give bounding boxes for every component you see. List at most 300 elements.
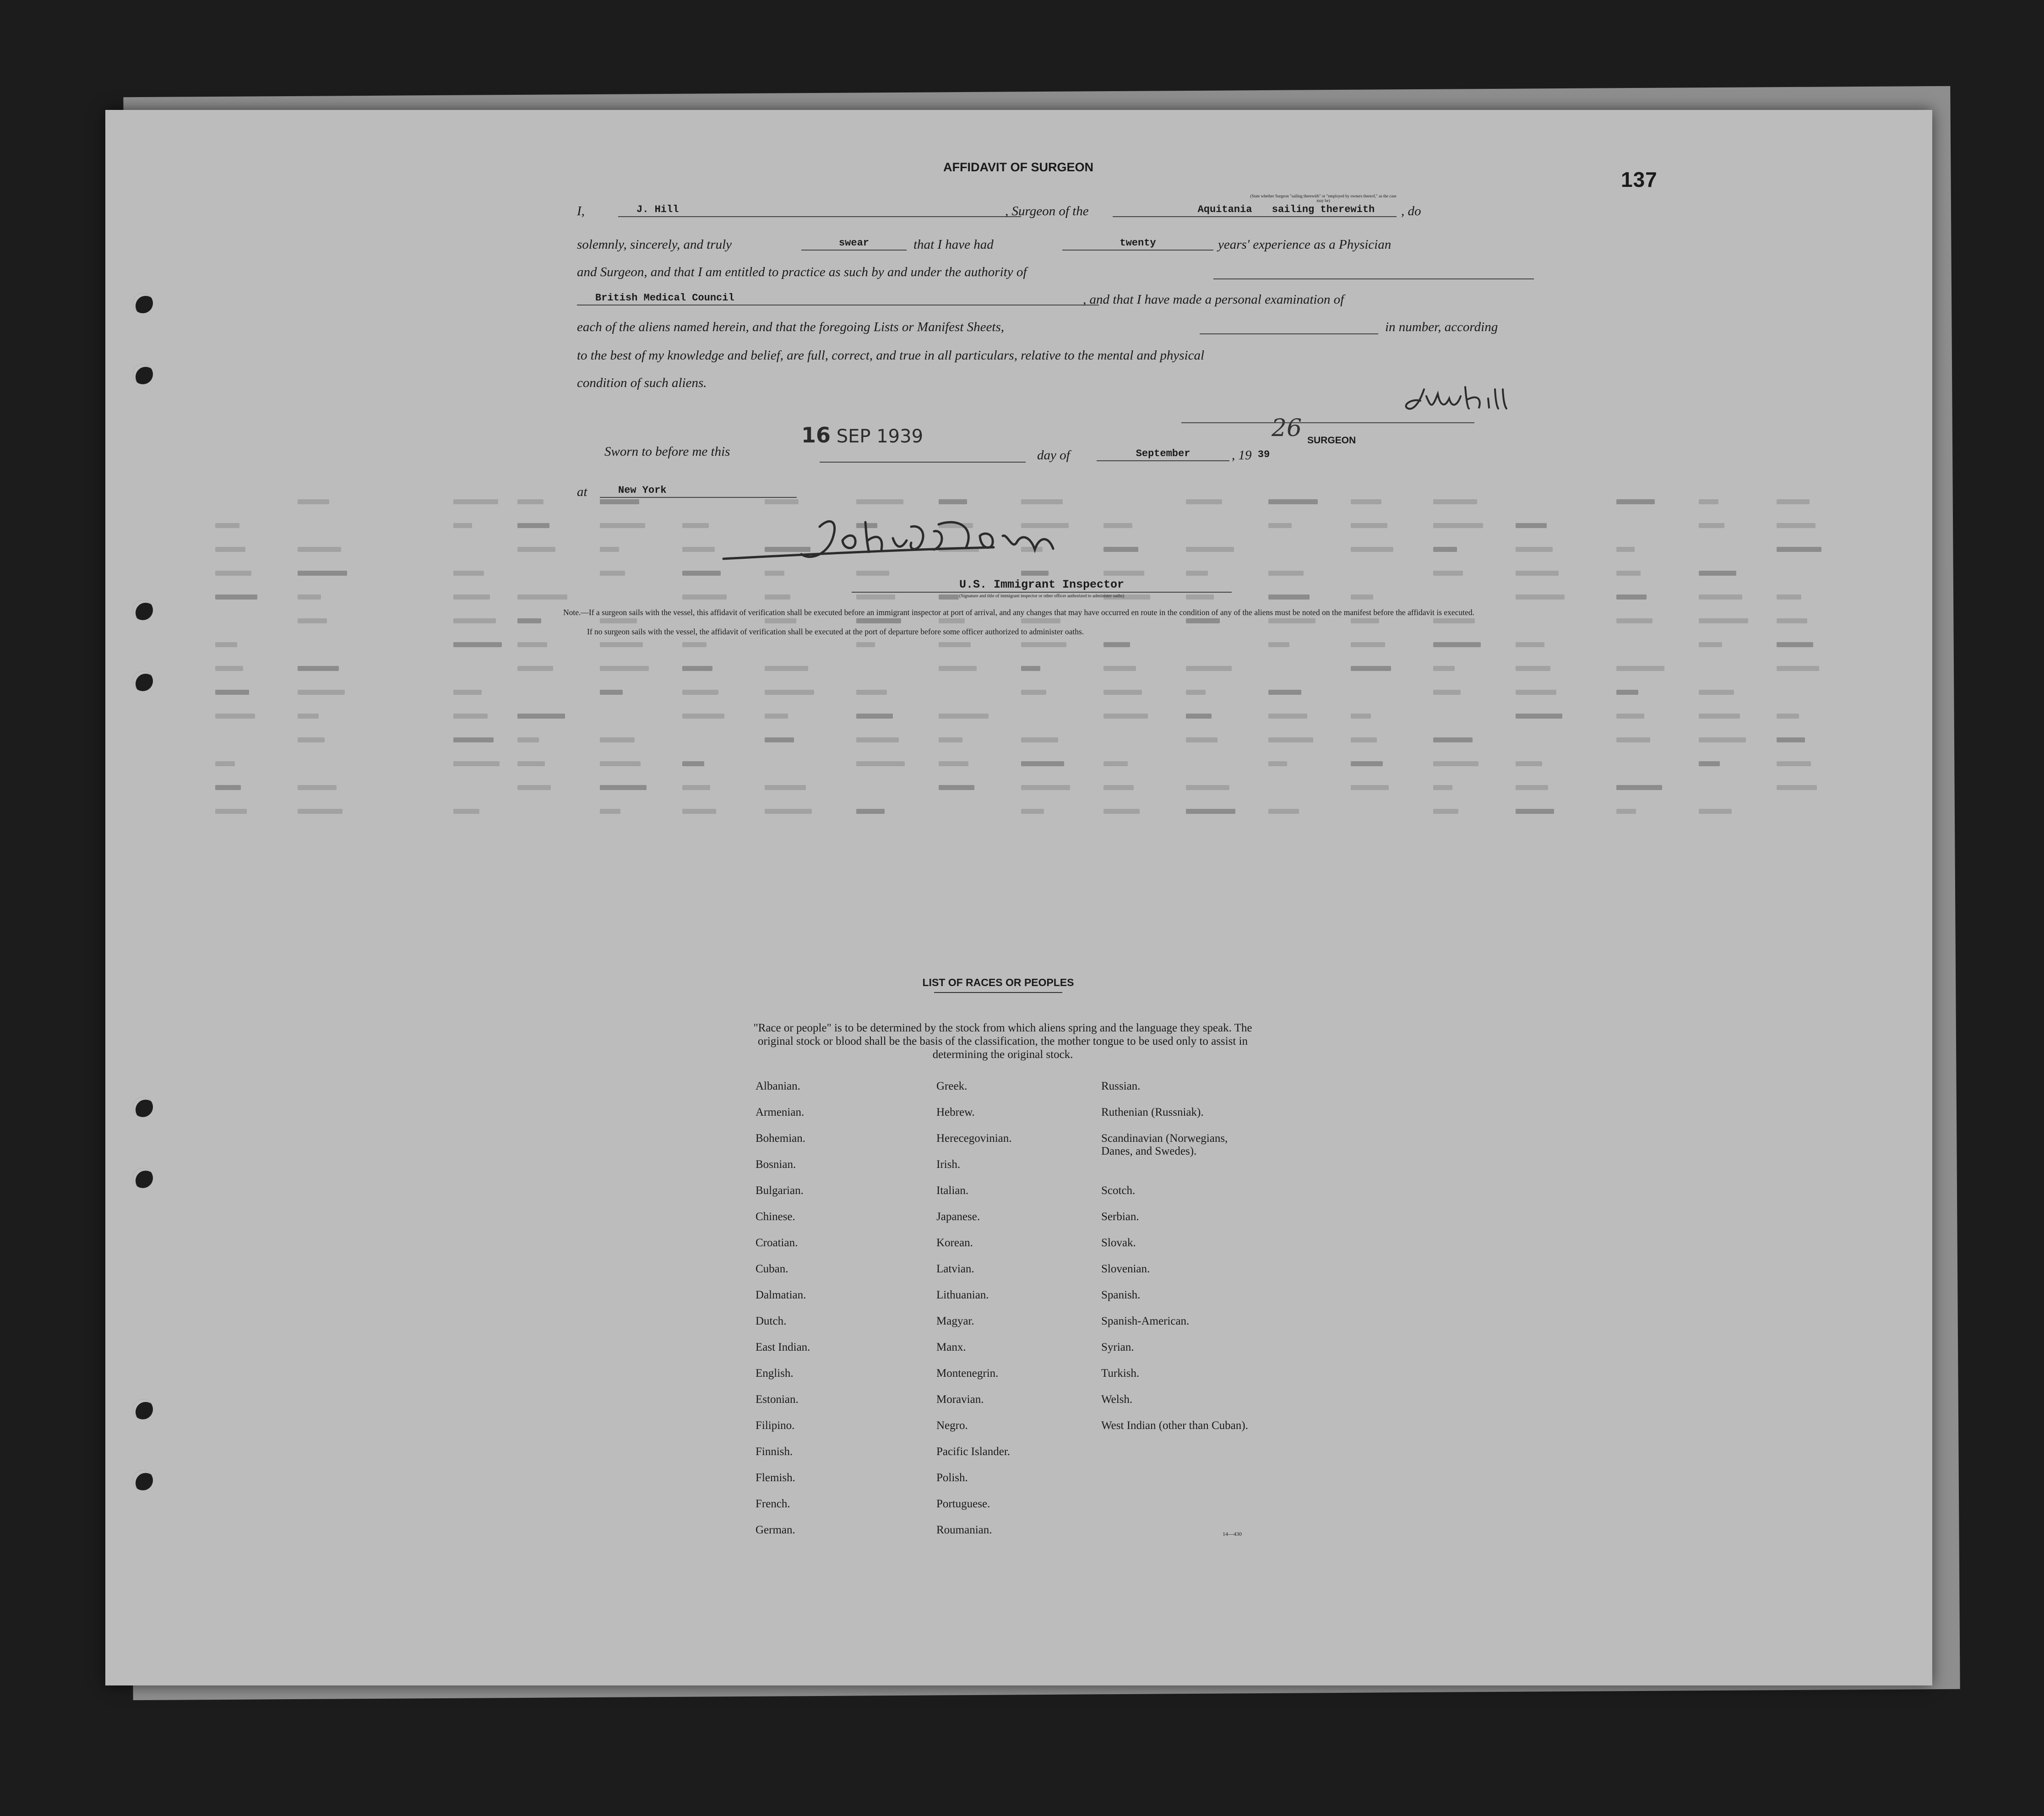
binder-hole bbox=[133, 364, 153, 384]
race-item: Serbian. bbox=[1101, 1211, 1139, 1223]
race-item: Scotch. bbox=[1101, 1184, 1136, 1197]
ghost-mark bbox=[1351, 737, 1377, 742]
ghost-mark bbox=[1268, 499, 1318, 504]
ghost-mark bbox=[298, 785, 337, 790]
ghost-mark bbox=[298, 571, 347, 576]
race-item: Herecegovinian. bbox=[936, 1132, 1012, 1145]
text-best-knowledge: to the best of my knowledge and belief, are full, correct, and true in all particulars, relative to the mental and physical bbox=[577, 348, 1205, 363]
ghost-mark bbox=[1777, 737, 1805, 742]
ghost-mark bbox=[1516, 714, 1562, 719]
ghost-mark bbox=[600, 785, 647, 790]
race-item: Dalmatian. bbox=[756, 1289, 806, 1301]
ghost-mark bbox=[765, 714, 788, 719]
text-year-prefix: , 19 bbox=[1232, 448, 1252, 463]
ghost-mark bbox=[1516, 690, 1556, 695]
ghost-mark bbox=[939, 714, 989, 719]
ghost-mark bbox=[1516, 809, 1554, 814]
ghost-mark bbox=[765, 785, 806, 790]
authority-field: British Medical Council bbox=[577, 292, 1099, 305]
ghost-mark bbox=[1777, 594, 1801, 600]
ghost-mark bbox=[298, 666, 339, 671]
race-item: West Indian (other than Cuban). bbox=[1101, 1419, 1248, 1432]
surgeon-signature-line bbox=[1181, 422, 1474, 423]
ghost-mark bbox=[1699, 737, 1746, 742]
ghost-mark bbox=[1351, 666, 1391, 671]
ghost-mark bbox=[600, 571, 625, 576]
ghost-mark bbox=[1268, 690, 1301, 695]
ghost-mark bbox=[1268, 761, 1287, 766]
ghost-mark bbox=[1516, 761, 1542, 766]
race-item: Lithuanian. bbox=[936, 1289, 989, 1301]
binder-hole bbox=[133, 671, 153, 691]
ghost-mark bbox=[682, 690, 718, 695]
oath-field: swear bbox=[801, 237, 907, 251]
ghost-mark bbox=[298, 618, 327, 623]
ghost-mark bbox=[1777, 666, 1819, 671]
text-personal-exam: , and that I have made a personal examination of bbox=[1083, 292, 1344, 307]
ghost-mark bbox=[600, 809, 620, 814]
text-surgeon-of-the: , Surgeon of the bbox=[1005, 204, 1089, 218]
ghost-mark bbox=[856, 642, 875, 647]
ghost-mark bbox=[1616, 547, 1635, 552]
ghost-mark bbox=[453, 761, 500, 766]
ghost-mark bbox=[453, 499, 498, 504]
ghost-mark bbox=[939, 618, 965, 623]
ghost-mark bbox=[939, 499, 967, 504]
ghost-mark bbox=[1777, 642, 1813, 647]
sheet-count-field: 26 bbox=[1271, 414, 1302, 442]
status-note: (State whether Surgeon "sailing therewith" or "employed by owners thereof," as the case may be) bbox=[1250, 194, 1397, 203]
text-condition: condition of such aliens. bbox=[577, 376, 707, 390]
binder-hole bbox=[133, 1168, 153, 1188]
ghost-mark bbox=[1616, 714, 1644, 719]
race-item: Chinese. bbox=[756, 1211, 795, 1223]
ghost-mark bbox=[453, 571, 484, 576]
ghost-mark bbox=[1699, 523, 1724, 528]
ghost-mark bbox=[682, 547, 715, 552]
ghost-mark bbox=[215, 547, 245, 552]
ghost-mark bbox=[1699, 642, 1722, 647]
text-solemnly: solemnly, sincerely, and truly bbox=[577, 237, 732, 252]
ghost-mark bbox=[765, 666, 808, 671]
ghost-mark bbox=[1433, 618, 1475, 623]
ghost-mark bbox=[517, 618, 541, 623]
ghost-mark bbox=[453, 594, 490, 600]
manifest-page bbox=[105, 110, 1932, 1685]
ghost-mark bbox=[1351, 594, 1373, 600]
race-item: Greek. bbox=[936, 1080, 968, 1092]
affidavit-title: AFFIDAVIT OF SURGEON bbox=[943, 160, 1093, 174]
ghost-mark bbox=[765, 737, 794, 742]
ghost-mark bbox=[600, 523, 645, 528]
ghost-mark bbox=[939, 737, 962, 742]
surgeon-name-field: J. Hill bbox=[618, 204, 1021, 217]
text-sworn-before: Sworn to before me this bbox=[604, 444, 730, 459]
race-item: German. bbox=[756, 1524, 795, 1536]
ghost-mark bbox=[1268, 642, 1289, 647]
ghost-mark bbox=[856, 690, 887, 695]
ghost-mark bbox=[1186, 785, 1229, 790]
text-each-of-aliens: each of the aliens named herein, and that the foregoing Lists or Manifest Sheets, bbox=[577, 320, 1004, 334]
inspector-caption: (Signature and title of immigrant inspector or other officer authorized to administer oaths) bbox=[852, 592, 1232, 599]
text-i: I, bbox=[577, 204, 585, 218]
ghost-mark bbox=[1104, 666, 1136, 671]
ghost-mark bbox=[1777, 499, 1810, 504]
ghost-mark bbox=[939, 785, 974, 790]
race-item: Dutch. bbox=[756, 1315, 787, 1327]
ghost-mark bbox=[1699, 594, 1742, 600]
ghost-mark bbox=[1433, 642, 1481, 647]
ghost-mark bbox=[1616, 666, 1664, 671]
ghost-mark bbox=[215, 666, 243, 671]
ghost-mark bbox=[939, 642, 971, 647]
ghost-mark bbox=[1186, 690, 1206, 695]
ghost-mark bbox=[1021, 642, 1066, 647]
text-in-number: in number, according bbox=[1385, 320, 1498, 334]
race-item: Italian. bbox=[936, 1184, 969, 1197]
ghost-mark bbox=[1021, 785, 1070, 790]
ghost-mark bbox=[765, 809, 812, 814]
ghost-mark bbox=[1351, 714, 1371, 719]
ghost-mark bbox=[1616, 571, 1641, 576]
ghost-mark bbox=[298, 737, 325, 742]
inspector-signature bbox=[719, 508, 1177, 577]
race-item: Welsh. bbox=[1101, 1393, 1133, 1406]
race-item: Croatian. bbox=[756, 1237, 798, 1249]
race-item: Scandinavian (Norwegians, Danes, and Swedes). bbox=[1101, 1132, 1228, 1157]
ghost-mark bbox=[1616, 809, 1636, 814]
race-item: Polish. bbox=[936, 1472, 968, 1484]
ghost-mark bbox=[517, 714, 565, 719]
ghost-mark bbox=[215, 571, 251, 576]
ghost-mark bbox=[1433, 785, 1452, 790]
ghost-mark bbox=[298, 499, 329, 504]
ghost-mark bbox=[517, 761, 545, 766]
ghost-mark bbox=[1699, 809, 1732, 814]
ghost-mark bbox=[1699, 499, 1718, 504]
ghost-mark bbox=[1186, 666, 1232, 671]
ghost-mark bbox=[1616, 594, 1647, 600]
ghost-mark bbox=[1516, 666, 1550, 671]
ghost-mark bbox=[298, 594, 321, 600]
ghost-mark bbox=[1777, 785, 1817, 790]
ghost-mark bbox=[1186, 571, 1208, 576]
ghost-mark bbox=[1268, 594, 1310, 600]
race-item: Spanish-American. bbox=[1101, 1315, 1190, 1327]
ghost-mark bbox=[298, 714, 319, 719]
ghost-mark bbox=[1616, 499, 1655, 504]
ghost-mark bbox=[1516, 642, 1544, 647]
ghost-mark bbox=[1777, 523, 1816, 528]
ghost-mark bbox=[1516, 547, 1553, 552]
ghost-mark bbox=[682, 785, 710, 790]
race-item: Estonian. bbox=[756, 1393, 799, 1406]
ghost-mark bbox=[517, 594, 567, 600]
race-item: Roumanian. bbox=[936, 1524, 992, 1536]
binder-hole bbox=[133, 1470, 153, 1490]
race-item: Filipino. bbox=[756, 1419, 795, 1432]
stamp-day: 16 bbox=[801, 423, 831, 447]
ghost-mark bbox=[453, 714, 488, 719]
ghost-mark bbox=[1021, 809, 1044, 814]
ghost-mark bbox=[1186, 618, 1220, 623]
ghost-mark bbox=[1433, 809, 1458, 814]
ghost-mark bbox=[1268, 571, 1304, 576]
ghost-mark bbox=[1616, 737, 1650, 742]
ghost-mark bbox=[600, 547, 619, 552]
text-do: , do bbox=[1401, 204, 1421, 218]
ghost-mark bbox=[517, 642, 547, 647]
ghost-mark bbox=[517, 737, 539, 742]
ghost-mark bbox=[1433, 761, 1479, 766]
surgeon-status-field: sailing therewith bbox=[1250, 204, 1397, 217]
race-item: Portuguese. bbox=[936, 1498, 990, 1510]
ghost-mark bbox=[453, 690, 482, 695]
ghost-mark bbox=[453, 737, 494, 742]
ghost-mark bbox=[1433, 523, 1483, 528]
surgeon-label: SURGEON bbox=[1307, 435, 1356, 446]
ghost-mark bbox=[765, 594, 790, 600]
ghost-mark bbox=[600, 499, 639, 504]
ghost-mark bbox=[765, 499, 799, 504]
ghost-mark bbox=[600, 666, 649, 671]
ghost-mark bbox=[1699, 761, 1720, 766]
years-field: twenty bbox=[1062, 237, 1213, 251]
binder-hole bbox=[133, 600, 153, 620]
ghost-mark bbox=[1104, 809, 1140, 814]
ghost-mark bbox=[1104, 690, 1142, 695]
ghost-mark bbox=[1021, 618, 1060, 623]
ghost-mark bbox=[1433, 547, 1457, 552]
ghost-mark bbox=[682, 809, 716, 814]
ghost-mark bbox=[1616, 690, 1638, 695]
ghost-mark bbox=[1186, 714, 1212, 719]
race-item: English. bbox=[756, 1367, 794, 1380]
text-and-surgeon: and Surgeon, and that I am entitled to practice as such by and under the authority of bbox=[577, 265, 1027, 279]
ghost-mark bbox=[1777, 761, 1811, 766]
ghost-mark bbox=[1351, 642, 1385, 647]
race-item: Armenian. bbox=[756, 1106, 805, 1118]
race-item: Syrian. bbox=[1101, 1341, 1134, 1353]
ghost-mark bbox=[1516, 785, 1548, 790]
races-intro: "Race or people" is to be determined by the stock from which aliens spring and the language they speak. The original stock or blood shall be the basis of the classification, the mother tongue to be used only to assist in determining the original stock. bbox=[753, 1022, 1252, 1061]
ghost-mark bbox=[1699, 714, 1740, 719]
ghost-mark bbox=[215, 642, 237, 647]
ghost-mark bbox=[1516, 594, 1565, 600]
race-item: Japanese. bbox=[936, 1211, 980, 1223]
ghost-mark bbox=[298, 690, 345, 695]
ghost-mark bbox=[1351, 785, 1389, 790]
ghost-mark bbox=[1516, 571, 1559, 576]
ghost-mark bbox=[215, 523, 239, 528]
form-number: 14—430 bbox=[1223, 1531, 1242, 1537]
ship-name-field: Aquitania bbox=[1113, 204, 1337, 217]
ghost-mark bbox=[1516, 523, 1547, 528]
ghost-mark bbox=[453, 809, 479, 814]
race-item: Montenegrin. bbox=[936, 1367, 999, 1380]
inspector-title: U.S. Immigrant Inspector bbox=[959, 578, 1125, 591]
ghost-mark bbox=[682, 714, 724, 719]
ghost-mark bbox=[1021, 666, 1040, 671]
ghost-mark bbox=[1351, 618, 1379, 623]
ghost-mark bbox=[517, 666, 553, 671]
ghost-mark bbox=[1433, 571, 1463, 576]
ghost-mark bbox=[1186, 809, 1235, 814]
ghost-mark bbox=[1777, 618, 1807, 623]
ghost-mark bbox=[298, 809, 342, 814]
ghost-mark bbox=[1777, 547, 1821, 552]
ghost-mark bbox=[1268, 618, 1316, 623]
race-item: Irish. bbox=[936, 1158, 961, 1171]
ghost-mark bbox=[1186, 547, 1234, 552]
ghost-mark bbox=[1777, 714, 1799, 719]
race-item: Bohemian. bbox=[756, 1132, 806, 1145]
ghost-mark bbox=[939, 761, 968, 766]
race-item: Slovenian. bbox=[1101, 1263, 1150, 1275]
ghost-mark bbox=[1433, 737, 1473, 742]
race-item: Spanish. bbox=[1101, 1289, 1141, 1301]
ghost-mark bbox=[1699, 571, 1736, 576]
ghost-mark bbox=[1186, 499, 1222, 504]
ghost-mark bbox=[765, 690, 814, 695]
ghost-mark bbox=[215, 761, 235, 766]
ghost-mark bbox=[215, 809, 247, 814]
ghost-mark bbox=[215, 690, 249, 695]
ghost-mark bbox=[517, 523, 549, 528]
race-item: Manx. bbox=[936, 1341, 966, 1353]
ghost-mark bbox=[1104, 642, 1130, 647]
ghost-mark bbox=[1351, 761, 1383, 766]
race-item: Negro. bbox=[936, 1419, 968, 1432]
place-field: New York bbox=[600, 485, 797, 498]
ghost-mark bbox=[856, 737, 899, 742]
ghost-mark bbox=[1021, 690, 1046, 695]
ghost-mark bbox=[215, 785, 241, 790]
race-item: Korean. bbox=[936, 1237, 973, 1249]
surgeon-signature bbox=[1287, 380, 1525, 421]
ghost-mark bbox=[1433, 666, 1455, 671]
race-item: Finnish. bbox=[756, 1445, 793, 1458]
stamp-month-year: SEP 1939 bbox=[836, 426, 924, 447]
ghost-mark bbox=[682, 523, 709, 528]
race-item: Moravian. bbox=[936, 1393, 984, 1406]
ghost-mark bbox=[1433, 690, 1461, 695]
ghost-mark bbox=[856, 499, 903, 504]
month-field: September bbox=[1097, 448, 1229, 461]
ghost-mark bbox=[1699, 618, 1748, 623]
ghost-mark bbox=[1104, 714, 1148, 719]
text-day-of: day of bbox=[1037, 448, 1070, 463]
year-field: 39 bbox=[1257, 449, 1270, 460]
ghost-mark bbox=[1021, 499, 1063, 504]
ghost-mark bbox=[856, 761, 905, 766]
day-line bbox=[820, 448, 1026, 463]
note-no-surgeon: If no surgeon sails with the vessel, the affidavit of verification shall be executed at the port of departure before some officer authorized to administer oaths. bbox=[587, 627, 1084, 636]
ghost-mark bbox=[682, 571, 721, 576]
ghost-mark bbox=[1616, 785, 1662, 790]
ghost-mark bbox=[215, 714, 255, 719]
race-item: Cuban. bbox=[756, 1263, 788, 1275]
ghost-mark bbox=[1616, 618, 1653, 623]
race-item: Bosnian. bbox=[756, 1158, 796, 1171]
ghost-mark bbox=[682, 642, 707, 647]
ghost-mark bbox=[1021, 761, 1064, 766]
ghost-mark bbox=[1351, 547, 1393, 552]
race-item: Pacific Islander. bbox=[936, 1445, 1011, 1458]
race-item: Flemish. bbox=[756, 1472, 795, 1484]
race-item: Slovak. bbox=[1101, 1237, 1136, 1249]
binder-hole bbox=[133, 1399, 153, 1419]
race-item: Bulgarian. bbox=[756, 1184, 804, 1197]
ghost-mark bbox=[453, 642, 502, 647]
date-stamp bbox=[801, 423, 923, 447]
ghost-mark bbox=[682, 761, 704, 766]
ghost-mark bbox=[1021, 737, 1058, 742]
races-title-rule bbox=[934, 992, 1062, 993]
ghost-mark bbox=[1104, 785, 1134, 790]
races-title: LIST OF RACES OR PEOPLES bbox=[922, 976, 1074, 988]
ghost-mark bbox=[453, 523, 472, 528]
ghost-mark bbox=[682, 594, 727, 600]
text-years-experience: years' experience as a Physician bbox=[1218, 237, 1392, 252]
ghost-mark bbox=[1104, 761, 1128, 766]
sheet-count-line bbox=[1200, 320, 1378, 334]
ghost-mark bbox=[600, 618, 637, 623]
ghost-mark bbox=[1433, 499, 1477, 504]
race-item: Ruthenian (Russniak). bbox=[1101, 1106, 1204, 1118]
text-at: at bbox=[577, 485, 587, 499]
ghost-mark bbox=[682, 666, 712, 671]
page-number: 137 bbox=[1621, 168, 1658, 191]
ghost-mark bbox=[600, 737, 635, 742]
race-item: Russian. bbox=[1101, 1080, 1141, 1092]
race-item: French. bbox=[756, 1498, 790, 1510]
ghost-mark bbox=[453, 618, 496, 623]
binder-hole bbox=[133, 293, 153, 313]
race-item: Magyar. bbox=[936, 1315, 974, 1327]
ghost-mark bbox=[600, 642, 643, 647]
ghost-mark bbox=[1268, 523, 1292, 528]
authority-line bbox=[1213, 265, 1534, 279]
ghost-mark bbox=[856, 809, 885, 814]
ghost-mark bbox=[600, 761, 641, 766]
ghost-mark bbox=[517, 785, 551, 790]
ghost-mark bbox=[856, 714, 893, 719]
binder-hole bbox=[133, 1097, 153, 1117]
ghost-mark bbox=[1268, 737, 1313, 742]
ghost-mark bbox=[1268, 809, 1299, 814]
ghost-mark bbox=[517, 547, 555, 552]
race-item: East Indian. bbox=[756, 1341, 810, 1353]
ghost-mark bbox=[939, 666, 977, 671]
race-item: Albanian. bbox=[756, 1080, 800, 1092]
ghost-mark bbox=[1351, 499, 1381, 504]
ghost-mark bbox=[1268, 714, 1307, 719]
race-item: Latvian. bbox=[936, 1263, 974, 1275]
race-item: Hebrew. bbox=[936, 1106, 975, 1118]
text-that-i-have-had: that I have had bbox=[913, 237, 994, 252]
ghost-mark bbox=[1186, 737, 1218, 742]
ghost-mark bbox=[856, 618, 901, 623]
ghost-mark bbox=[298, 547, 341, 552]
ghost-mark bbox=[1351, 523, 1387, 528]
note-surgeon-sails: Note.—If a surgeon sails with the vessel, this affidavit of verification shall be executed before an immigrant inspector at port of arrival, and any changes that may have occurred en route in the condition of any of the aliens must be noted on the manifest before the affidavit is executed. bbox=[563, 608, 1474, 617]
ghost-mark bbox=[517, 499, 544, 504]
ghost-mark bbox=[215, 594, 257, 600]
ghost-mark bbox=[600, 690, 623, 695]
ghost-mark bbox=[765, 618, 796, 623]
race-item: Turkish. bbox=[1101, 1367, 1140, 1380]
